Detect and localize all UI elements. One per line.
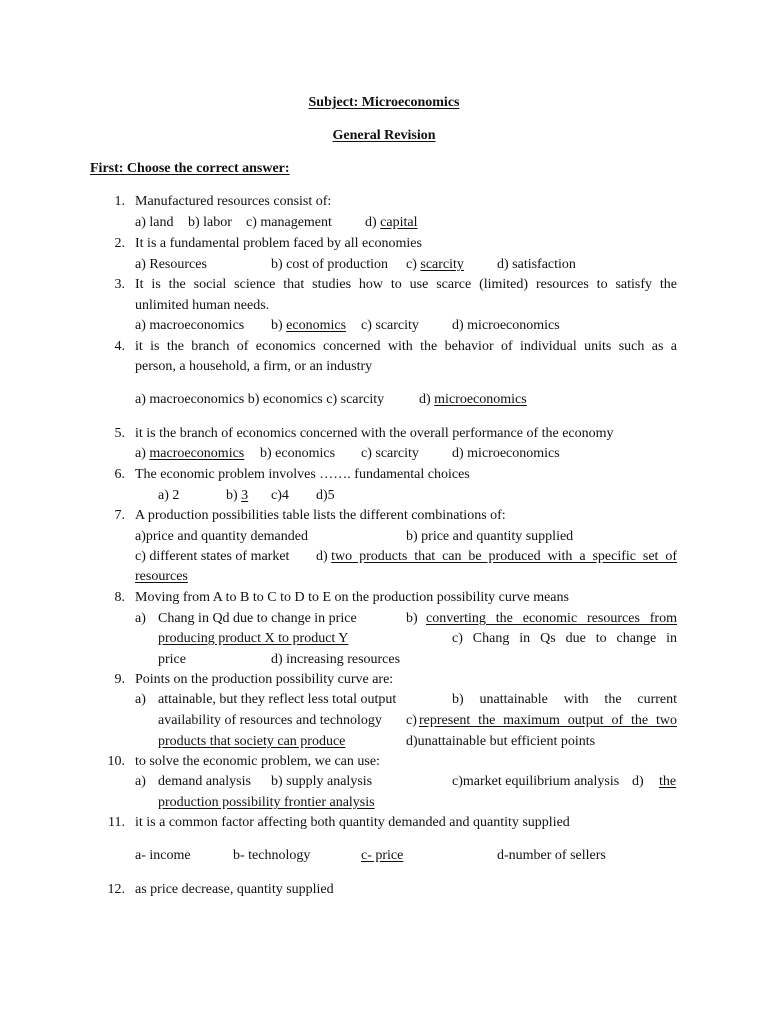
option-c: c) Chang in Qs due to change in bbox=[452, 631, 677, 646]
option-d: d-number of sellers bbox=[497, 848, 606, 863]
option-b: b) unattainable with the current bbox=[452, 692, 677, 707]
option-d: d) microeconomics bbox=[419, 392, 527, 407]
question-number: 10. bbox=[107, 754, 125, 769]
option-a: a)price and quantity demanded bbox=[135, 529, 308, 544]
option-c: c)4 bbox=[271, 488, 289, 503]
question-number: 6. bbox=[114, 467, 125, 482]
option-a: Chang in Qd due to change in price bbox=[158, 611, 357, 626]
option-a-marker: a) bbox=[135, 774, 146, 789]
question-stem: It is the social science that studies how to use scarce (limited) resources to satisfy the bbox=[135, 277, 677, 292]
option-a: demand analysis bbox=[158, 774, 251, 789]
question-stem: it is a common factor affecting both quantity demanded and quantity supplied bbox=[135, 815, 570, 830]
subject-title: Subject: Microeconomics bbox=[308, 95, 460, 110]
option-d: d) microeconomics bbox=[452, 446, 560, 461]
question-stem: Moving from A to B to C to D to E on the production possibility curve means bbox=[135, 590, 569, 605]
correct-answer: macroeconomics bbox=[149, 446, 245, 461]
question-number: 12. bbox=[107, 882, 125, 897]
option-b: b) cost of production bbox=[271, 257, 389, 272]
option-b: b) 3 bbox=[226, 488, 249, 503]
question-stem: it is the branch of economics concerned with the behavior of individual units such as a bbox=[135, 339, 677, 354]
option-a: a) land bbox=[135, 215, 174, 230]
correct-answer: scarcity bbox=[420, 257, 464, 272]
option-b-marker: b) bbox=[406, 611, 418, 626]
correct-answer-continued: products that society can produce bbox=[158, 734, 346, 749]
option-d: d) microeconomics bbox=[452, 318, 560, 333]
option-c: c) scarcity bbox=[406, 257, 464, 272]
option-b: b) economics bbox=[260, 446, 336, 461]
correct-answer: microeconomics bbox=[434, 392, 527, 407]
correct-answer: capital bbox=[380, 215, 418, 230]
question-stem-continued: unlimited human needs. bbox=[135, 298, 270, 313]
question-number: 1. bbox=[114, 194, 125, 209]
option-b: b) economics bbox=[271, 318, 347, 333]
option-d: d) increasing resources bbox=[271, 652, 401, 667]
option-b: b) labor bbox=[188, 215, 232, 230]
section-heading: First: Choose the correct answer: bbox=[90, 161, 290, 176]
option-b-continued: availability of resources and technology bbox=[158, 713, 382, 728]
correct-answer: represent the maximum output of the two bbox=[419, 713, 677, 728]
correct-answer: 3 bbox=[241, 488, 249, 503]
option-a: a) macroeconomics bbox=[135, 318, 245, 333]
option-b: b) price and quantity supplied bbox=[406, 529, 574, 544]
option-d: d)5 bbox=[316, 488, 335, 503]
question-number: 7. bbox=[114, 508, 125, 523]
option-b: b) supply analysis bbox=[271, 774, 373, 789]
option-d: d) two products that can be produced with a specific set of bbox=[316, 549, 677, 564]
option-d-marker: d) bbox=[632, 774, 644, 789]
option-c: c) different states of market bbox=[135, 549, 290, 564]
option-a: attainable, but they reflect less total output bbox=[158, 692, 397, 707]
question-stem: A production possibilities table lists the different combinations of: bbox=[135, 508, 506, 523]
question-number: 9. bbox=[114, 672, 125, 687]
option-c: c) scarcity bbox=[361, 318, 419, 333]
correct-answer: two products that can be produced with a specific set of bbox=[331, 549, 677, 564]
question-number: 8. bbox=[114, 590, 125, 605]
question-stem: it is the branch of economics concerned with the overall performance of the economy bbox=[135, 426, 614, 441]
option-a: a) macroeconomics bbox=[135, 446, 245, 461]
question-stem-continued: person, a household, a firm, or an industry bbox=[135, 359, 373, 374]
option-a: a- income bbox=[135, 848, 191, 863]
question-number: 2. bbox=[114, 236, 125, 251]
correct-answer: c- price bbox=[361, 848, 404, 863]
correct-answer: economics bbox=[286, 318, 347, 333]
question-number: 3. bbox=[114, 277, 125, 292]
question-number: 4. bbox=[114, 339, 125, 354]
correct-answer-continued: producing product X to product Y bbox=[158, 631, 349, 646]
question-stem: The economic problem involves ……. fundamental choices bbox=[135, 467, 470, 482]
option-c: c) scarcity bbox=[361, 446, 419, 461]
question-stem: to solve the economic problem, we can use: bbox=[135, 754, 380, 769]
question-stem: Points on the production possibility curve are: bbox=[135, 672, 394, 687]
question-stem: Manufactured resources consist of: bbox=[135, 194, 332, 209]
question-number: 5. bbox=[114, 426, 125, 441]
question-stem: It is a fundamental problem faced by all economies bbox=[135, 236, 422, 251]
correct-answer: the bbox=[659, 774, 677, 789]
option-c-marker: c) bbox=[406, 713, 417, 728]
options-abc: a) macroeconomics b) economics c) scarcity bbox=[135, 392, 385, 407]
option-d: d) capital bbox=[365, 215, 418, 230]
option-d: d) satisfaction bbox=[497, 257, 576, 272]
option-a-marker: a) bbox=[135, 692, 146, 707]
correct-answer: converting the economic resources from bbox=[426, 611, 677, 626]
correct-answer-continued: resources bbox=[135, 569, 188, 584]
question-stem: as price decrease, quantity supplied bbox=[135, 882, 334, 897]
revision-title: General Revision bbox=[332, 128, 436, 143]
correct-answer-continued: production possibility frontier analysis bbox=[158, 795, 375, 810]
option-c: c) management bbox=[246, 215, 332, 230]
option-b: b- technology bbox=[233, 848, 311, 863]
option-a: a) 2 bbox=[158, 488, 180, 503]
option-a: a) Resources bbox=[135, 257, 207, 272]
option-c-continued: price bbox=[158, 652, 186, 667]
option-a-marker: a) bbox=[135, 611, 146, 626]
option-c: c)market equilibrium analysis bbox=[452, 774, 620, 789]
option-d: d)unattainable but efficient points bbox=[406, 734, 596, 749]
question-number: 11. bbox=[108, 815, 125, 830]
